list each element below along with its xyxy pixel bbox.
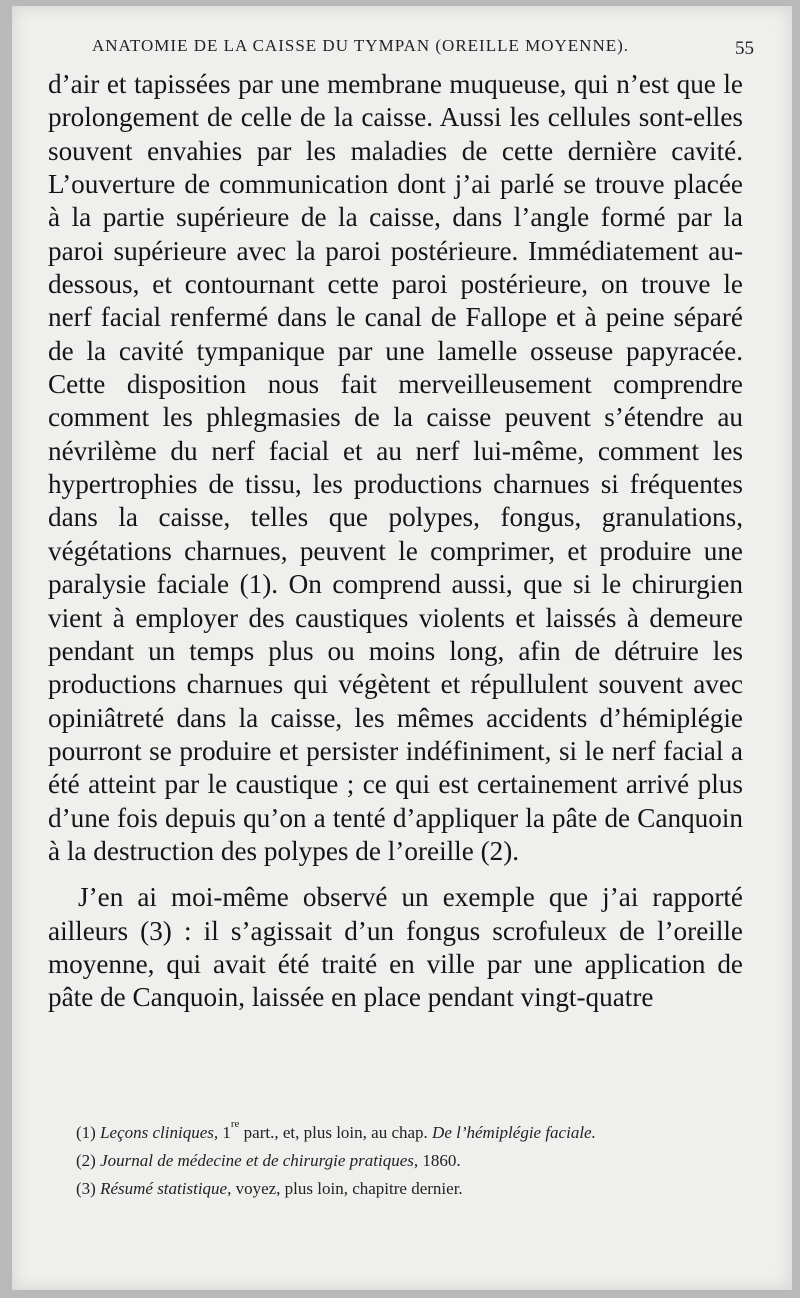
body-text bbox=[48, 68, 743, 1015]
paragraph-1: d’air et tapissées par une membrane muqueuse, qui n’est que le prolongement de celle de la caisse. Aussi les cellules sont-elles souvent envahies par les maladies de cette dernière cavité. L’ouverture de communication dont j’ai parlé se trouve placée à la partie supérieure de la caisse, dans l’angle formé par la paroi supérieure avec la paroi postérieure. Immédiatement au-dessous, et contournant cette paroi postérieure, on trouve le nerf facial renfermé dans le canal de Fallope et à peine séparé de la cavité tympanique par une lamelle osseuse papyracée. Cette disposition nous fait merveilleusement comprendre comment les phlegmasies de la caisse peuvent s’étendre au névrilème du nerf facial et au nerf lui-même, comment les hypertrophies de tissu, les productions charnues si fréquentes dans la caisse, telles que polypes, fongus, granulations, végétations charnues, peuvent le comprimer, et produire une paralysie faciale (1). On comprend aussi, que si le chirurgien vient à employer des caustiques violents et laissés à demeure pendant un temps plus ou moins long, afin de détruire les productions charnues qui végètent et répullulent souvent avec opiniâtreté dans la caisse, les mêmes accidents d’hémiplégie pourront se produire et persister indéfiniment, si le nerf facial a été atteint par le caustique ; ce qui est certainement arrivé plus d’une fois depuis qu’on a tenté d’appliquer la pâte de Canquoin à la destruction des polypes de l’oreille (2). bbox=[48, 69, 743, 866]
paragraph-2: J’en ai moi-même observé un exemple que j’ai rapporté ailleurs (3) : il s’agissait d’un fongus scrofuleux de l’oreille moyenne, qui avait été traité en ville par une application de pâte de Canquoin, laissée en place pendant vingt-quatre bbox=[48, 882, 743, 1013]
footnote-2: (2) Journal de médecine et de chirurgie pratiques, 1860. bbox=[76, 1151, 461, 1170]
page-number: 55 bbox=[735, 38, 754, 59]
footnotes bbox=[76, 1119, 716, 1203]
footnote-3: (3) Résumé statistique, voyez, plus loin, chapitre dernier. bbox=[76, 1179, 463, 1198]
running-title: ANATOMIE DE LA CAISSE DU TYMPAN (OREILLE MOYENNE). bbox=[92, 36, 630, 55]
footnote-1: (1) Leçons cliniques, 1re part., et, plus loin, au chap. De l’hémiplégie faciale. bbox=[76, 1118, 596, 1142]
book-page bbox=[12, 6, 792, 1290]
